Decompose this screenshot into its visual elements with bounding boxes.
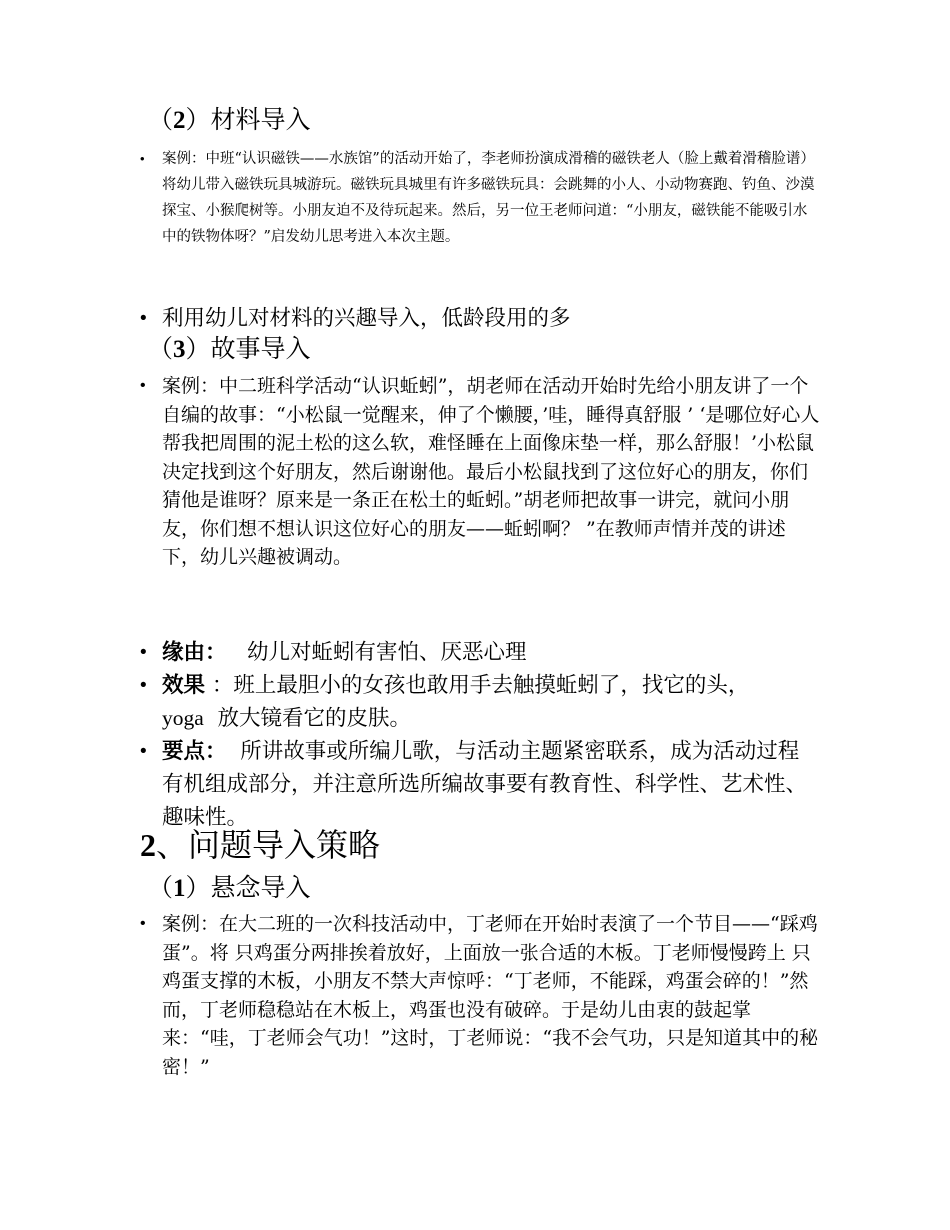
heading-number: 2 [173, 107, 186, 134]
paren-close: ） [185, 334, 211, 363]
case-text: 案例：在大二班的一次科技活动中，丁老师在开始时表演了一个节目——“踩鸡蛋”。将 只鸡蛋分两排挨着放好，上面放一张合适的木板。丁老师慢慢跨上 只鸡蛋支撑的木板，小朋友不禁大声惊呼：“丁老师，不能踩，鸡蛋会碎的！”然而，丁老师稳稳站在木板上，鸡蛋也没有破碎。于是幼儿由衷的鼓起掌来：“哇，丁老师会气功！”这时，丁老师说：“我不会气功，只是知道其中的秘密！” [162, 913, 819, 1078]
heading-story-intro [148, 333, 311, 366]
effect-text-end: 放大镜看它的皮肤。 [217, 706, 411, 731]
heading-material-intro [148, 104, 311, 137]
bullet-dot: • [140, 151, 145, 166]
effect-text: ：班上最胆小的女孩也敢用手去触摸蚯蚓了，找它的头， [211, 673, 750, 698]
case-text: 案例：中二班科学活动“认识蚯蚓”，胡老师在活动开始时先给小朋友讲了一个自编的故事：“小松鼠一觉醒来，伸了个懒腰，’哇，睡得真舒服 ’ ‘是哪位好心人帮我把周围的泥土松的这么软，难怪睡在上面像床垫一样，那么舒服！’小松鼠决定找到这个好朋友，然后谢谢他。最后小松鼠找到了这位好心的朋友，你们猜他是谁呀？原来是一条正在松土的蚯蚓。”胡老师把故事一讲完，就问小朋友，你们想不想认识这位好心的朋友——蚯蚓啊？ ”在教师声情并茂的讲述下，幼儿兴趣被调动。 [162, 375, 820, 568]
heading-number: 2 [140, 827, 156, 863]
case-text: 案例：中班“认识磁铁——水族馆”的活动开始了，李老师扮演成滑稽的磁铁老人（脸上戴着滑稽脸谱）将幼儿带入磁铁玩具城游玩。磁铁玩具城里有许多磁铁玩具：会跳舞的小人、小动物赛跑、钓鱼、沙漠探宝、小猴爬树等。小朋友迫不及待玩起来。然后，另一位王老师问道：“小朋友，磁铁能不能吸引水中的铁物体呀？”启发幼儿思考进入本次主题。 [162, 151, 815, 245]
effect-text-latin: yoga [162, 706, 204, 730]
paren-open: （ [148, 873, 174, 902]
story-effect [140, 669, 820, 735]
bullet-dot: • [140, 377, 146, 394]
note-material [140, 302, 820, 335]
heading-title: 悬念导入 [210, 873, 311, 902]
heading-suspense-intro [148, 872, 311, 905]
heading-title: 、问题导入策略 [156, 826, 381, 864]
note-text: 利用幼儿对材料的兴趣导入，低龄段用的多 [162, 306, 571, 331]
bullet-dot: • [140, 308, 147, 329]
story-reason [140, 636, 820, 669]
bullet-dot: • [140, 741, 147, 762]
bullet-dot: • [140, 642, 147, 663]
bullet-dot: • [140, 675, 147, 696]
paren-open: （ [148, 105, 174, 134]
reason-label: 缘由： [162, 640, 227, 665]
paren-close: ） [185, 105, 211, 134]
heading-number: 3 [173, 336, 186, 363]
key-text: 所讲故事或所编儿歌，与活动主题紧密联系，成为活动过程有机组成部分，并注意所选所编故事要有教育性、科学性、艺术性、趣味性。 [162, 739, 808, 830]
effect-label: 效果 [162, 673, 206, 698]
bullet-dot: • [140, 915, 146, 932]
story-key-points [140, 735, 820, 834]
heading-title: 材料导入 [210, 105, 311, 134]
key-label: 要点： [162, 739, 227, 764]
paren-open: （ [148, 334, 174, 363]
case-story [140, 372, 820, 572]
heading-title: 故事导入 [210, 334, 311, 363]
case-material [140, 146, 820, 250]
heading-question-strategy [140, 825, 380, 865]
heading-number: 1 [173, 875, 186, 902]
paren-close: ） [185, 873, 211, 902]
reason-text: 幼儿对蚯蚓有害怕、厌恶心理 [247, 640, 527, 665]
case-suspense [140, 910, 820, 1081]
